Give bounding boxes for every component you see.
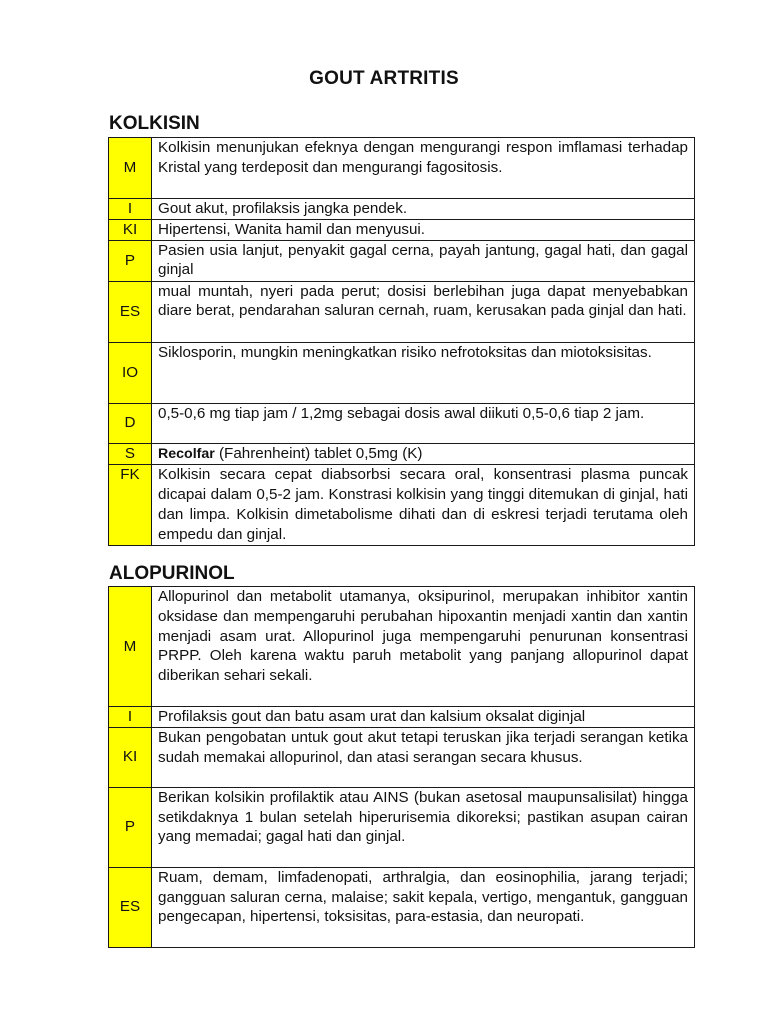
section-heading-alopurinol: ALOPURINOL — [109, 563, 235, 584]
row-description: 0,5-0,6 mg tiap jam / 1,2mg sebagai dosis awal diikuti 0,5-0,6 tiap 2 jam. — [152, 403, 695, 443]
table-row — [109, 587, 695, 707]
row-description: Hipertensi, Wanita hamil dan menyusui. — [152, 219, 695, 240]
section-heading-kolkisin: KOLKISIN — [109, 113, 200, 134]
row-description: Profilaksis gout dan batu asam urat dan kalsium oksalat diginjal — [152, 707, 695, 728]
kolkisin-table — [108, 137, 695, 546]
table-row — [109, 199, 695, 220]
row-code: I — [109, 707, 152, 728]
row-code: ES — [109, 867, 152, 947]
row-description: Kolkisin menunjukan efeknya dengan mengurangi respon imflamasi terhadap Kristal yang terdeposit dan mengurangi fagositosis. — [152, 138, 695, 199]
row-description: Ruam, demam, limfadenopati, arthralgia, dan eosinophilia, jarang terjadi; gangguan saluran cerna, malaise; sakit kepala, vertigo, mengantuk, gangguan pengecapan, hipertensi, toksisitas, para-estasia, dan neuropati. — [152, 867, 695, 947]
row-description — [152, 443, 695, 465]
row-description: mual muntah, nyeri pada perut; dosisi berlebihan juga dapat menyebabkan diare berat, pendarahan saluran cernah, ruam, kerusakan pada ginjal dan hati. — [152, 281, 695, 342]
table-row — [109, 443, 695, 465]
alopurinol-table — [108, 586, 695, 948]
brand-name: Recolfar — [158, 445, 215, 462]
row-code: I — [109, 199, 152, 220]
table-row — [109, 403, 695, 443]
row-code: FK — [109, 465, 152, 545]
row-code: KI — [109, 219, 152, 240]
table-row — [109, 240, 695, 281]
table-row — [109, 727, 695, 787]
table-row — [109, 219, 695, 240]
row-description: Kolkisin secara cepat diabsorbsi secara oral, konsentrasi plasma puncak dicapai dalam 0,5-2 jam. Konstrasi kolkisin yang tinggi ditemukan di ginjal, hati dan limpa. Kolkisin dimetabolisme dihati dan di eskresi terjadi terutama oleh empedu dan ginjal. — [152, 465, 695, 545]
table-row — [109, 342, 695, 403]
brand-detail: (Fahrenheint) tablet 0,5mg (K) — [214, 444, 423, 462]
row-code: P — [109, 240, 152, 281]
row-code: P — [109, 787, 152, 867]
row-description: Allopurinol dan metabolit utamanya, oksipurinol, merupakan inhibitor xantin oksidase dan mempengaruhi perubahan hipoxantin menjadi xantin dan xantin menjadi asam urat. Allopurinol juga mempengaruhi penurunan konsentrasi PRPP. Oleh karena waktu paruh metabolit yang panjang allopurinol dapat diberikan sehari sekali. — [152, 587, 695, 707]
row-description: Pasien usia lanjut, penyakit gagal cerna, payah jantung, gagal hati, dan gagal ginjal — [152, 240, 695, 281]
row-code: M — [109, 587, 152, 707]
table-row — [109, 787, 695, 867]
table-row — [109, 138, 695, 199]
table-row — [109, 707, 695, 728]
page-title: GOUT ARTRITIS — [309, 68, 459, 89]
table-row — [109, 281, 695, 342]
row-code: IO — [109, 342, 152, 403]
row-code: S — [109, 443, 152, 465]
row-description: Bukan pengobatan untuk gout akut tetapi teruskan jika terjadi serangan ketika sudah memakai allopurinol, dan atasi serangan secara khusus. — [152, 727, 695, 787]
row-code: D — [109, 403, 152, 443]
row-description: Gout akut, profilaksis jangka pendek. — [152, 199, 695, 220]
table-row — [109, 867, 695, 947]
row-code: M — [109, 138, 152, 199]
row-description: Berikan kolsikin profilaktik atau AINS (bukan asetosal maupunsalisilat) hingga setikdaknya 1 bulan setelah hiperurisemia dikoreksi; pastikan asupan cairan yang memadai; gagal hati dan ginjal. — [152, 787, 695, 867]
row-code: ES — [109, 281, 152, 342]
row-code: KI — [109, 727, 152, 787]
table-row — [109, 465, 695, 545]
row-description: Siklosporin, mungkin meningkatkan risiko nefrotoksitas dan miotoksisitas. — [152, 342, 695, 403]
